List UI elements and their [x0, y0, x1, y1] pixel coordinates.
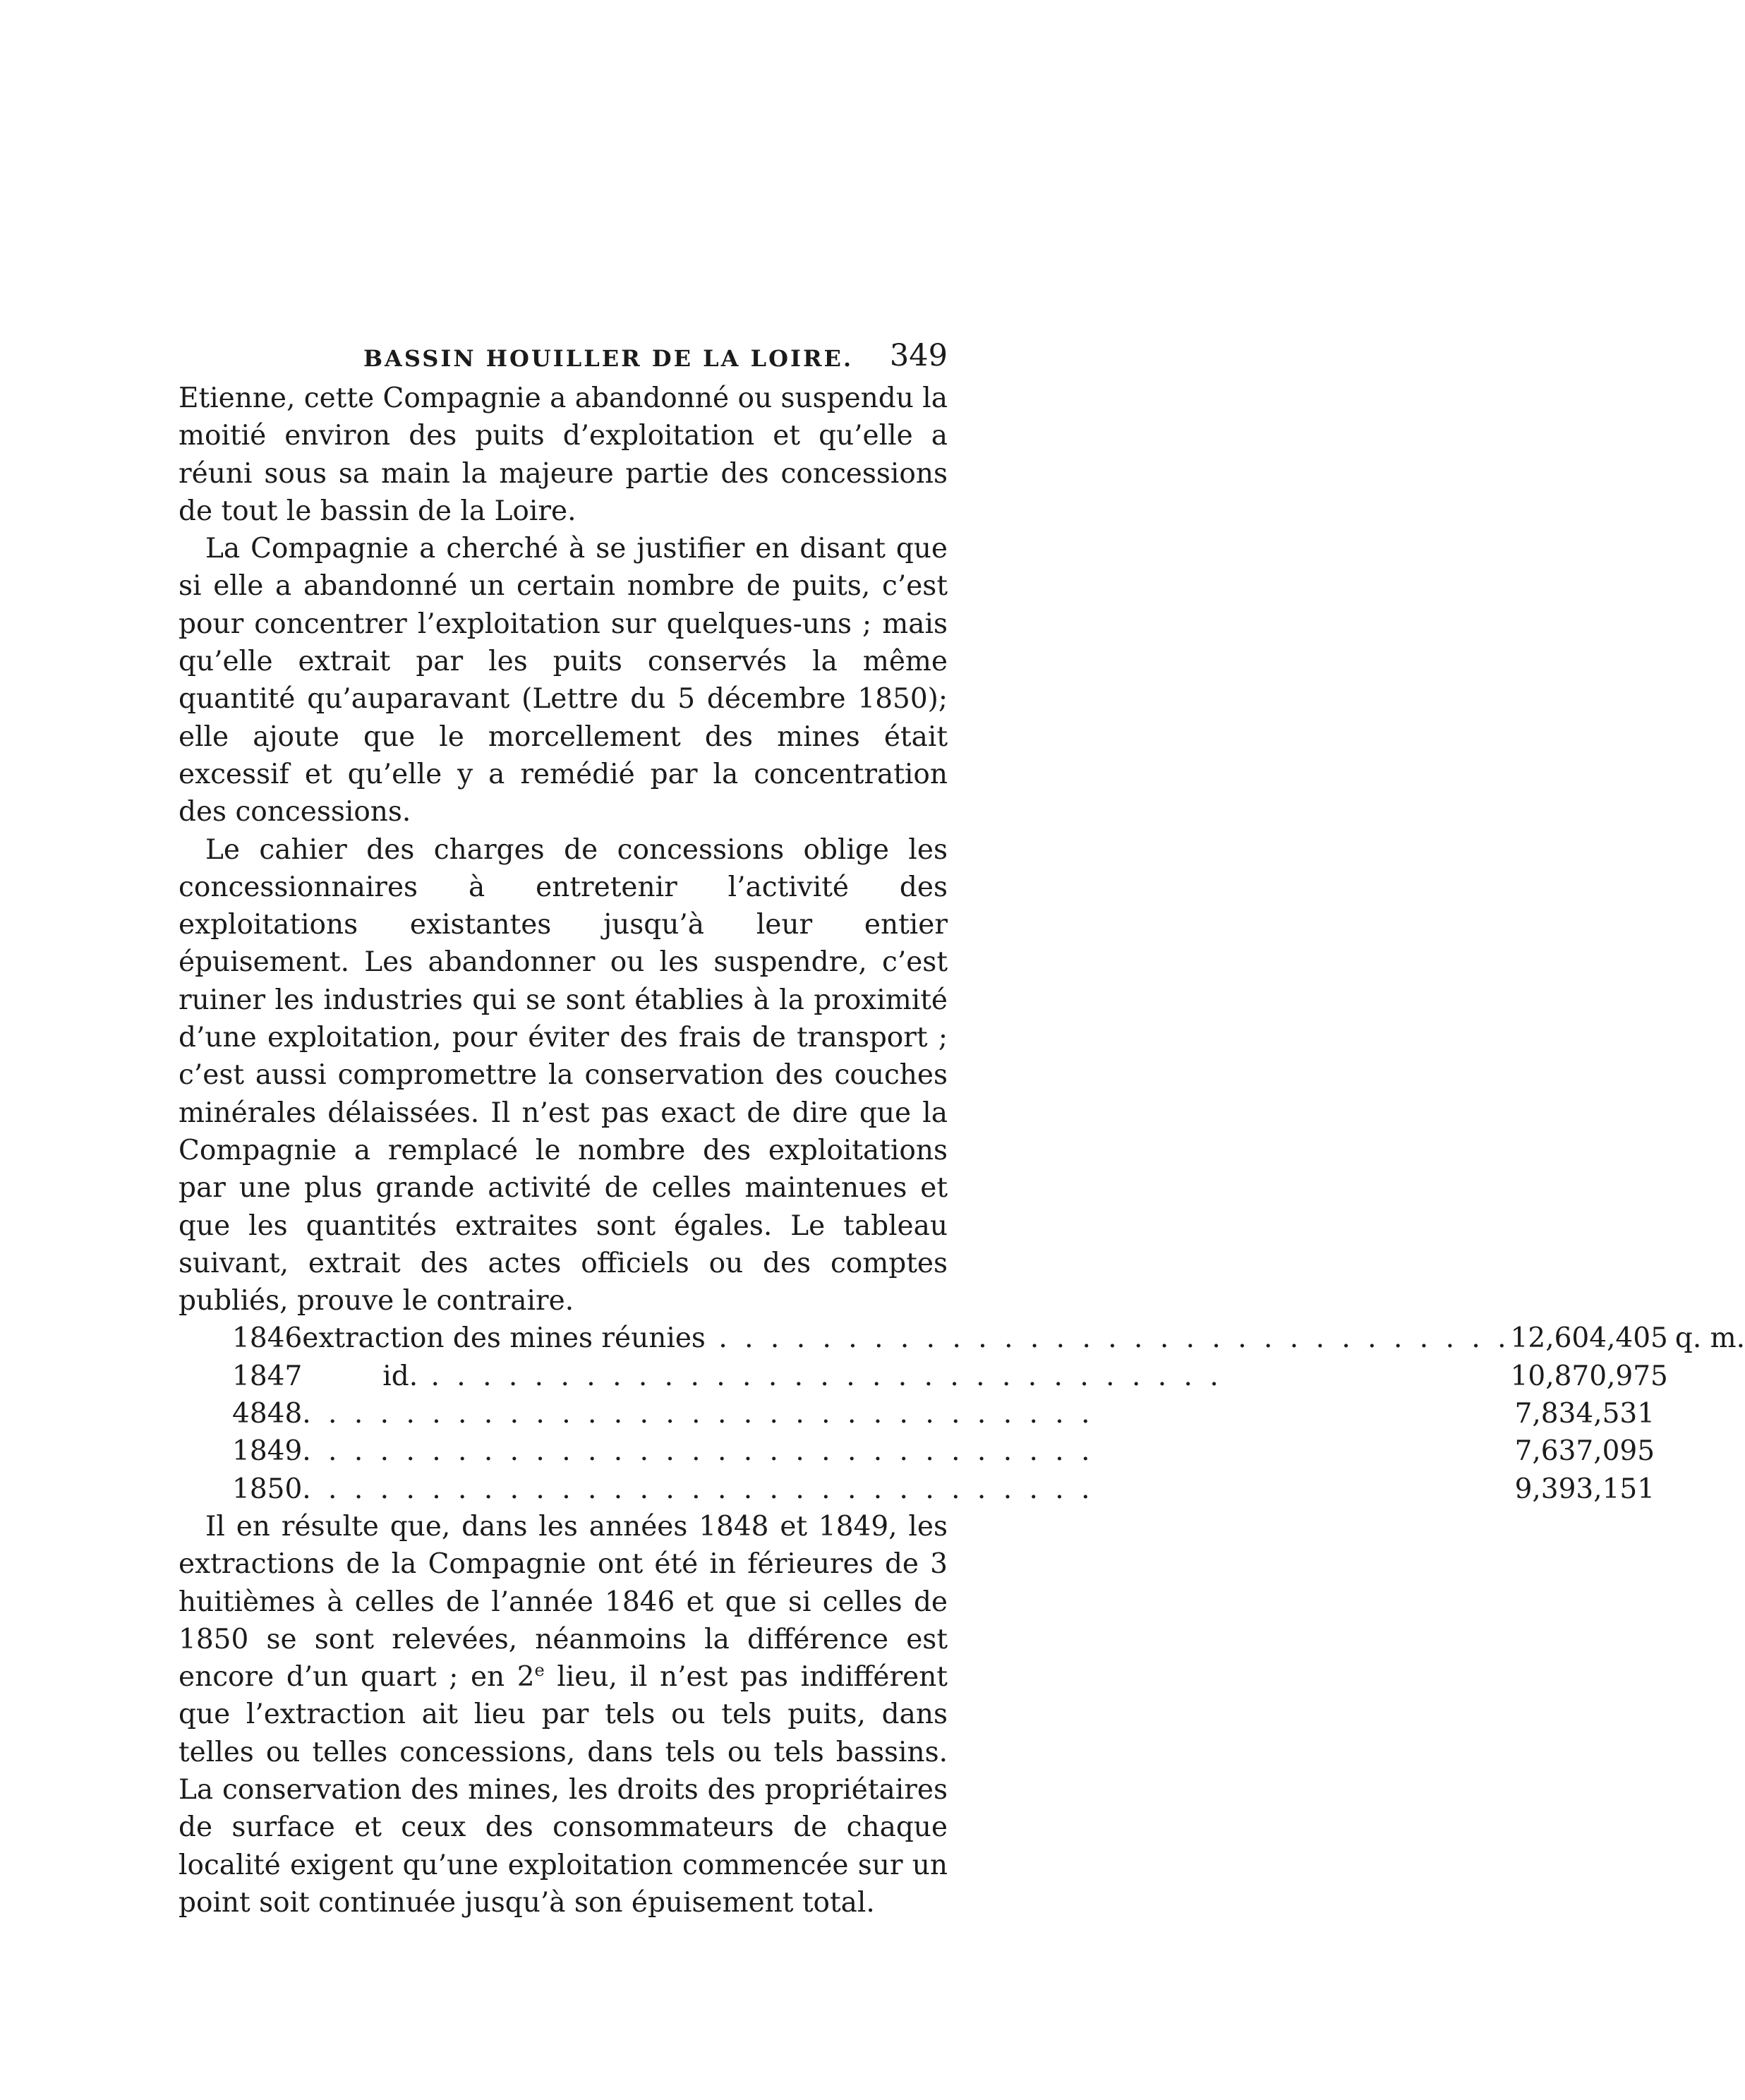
table-value: 7,834,531	[1514, 1398, 1655, 1430]
table-year: 4848	[232, 1398, 303, 1430]
table-leader	[302, 1432, 1510, 1470]
running-title: BASSIN HOUILLER DE LA LOIRE.	[363, 345, 854, 372]
table-leader	[302, 1471, 1510, 1508]
table-label-cell	[302, 1395, 1510, 1432]
table-value-cell	[1511, 1320, 1745, 1357]
table-label-cell	[302, 1358, 1510, 1395]
page-number: 349	[889, 338, 948, 373]
table-value: 9,393,151	[1514, 1473, 1655, 1505]
table-row	[179, 1358, 1745, 1395]
table-value: 7,637,095	[1514, 1435, 1655, 1468]
running-head	[179, 339, 948, 381]
table-year: 1850	[232, 1473, 303, 1505]
closing-text-part1: Il en résulte que, dans les années 1848 et 1849, les extractions de la Compagnie ont été in férieures de 3 huitièmes à celles de l’année 1846 et que si celles de 1850 se sont relevées, néanmoins la différence est encore d’un quart ; en 2	[179, 1510, 948, 1694]
body-text	[179, 380, 1745, 1921]
table-year: 1847	[232, 1360, 303, 1392]
paragraph: La Compagnie a cherché à se justifier en disant que si elle a abandonné un certain nombre de puits, c’est pour concentrer l’exploitation sur quelques-uns ; mais qu’elle extrait par les puits conservés la même quantité qu’auparavant (Lettre du 5 décembre 1850); elle ajoute que le morcellement des mines était excessif et qu’elle y a remédié par la concentration des concessions.	[179, 533, 948, 828]
table-row	[179, 1471, 1745, 1508]
table-label-cell	[302, 1471, 1510, 1508]
table-row	[179, 1320, 1745, 1357]
table-value: 12,604,405	[1510, 1322, 1668, 1355]
table-value-cell	[1511, 1432, 1745, 1470]
table-value-cell	[1511, 1395, 1745, 1432]
table-label: extraction des mines réunies . . .	[302, 1320, 1510, 1357]
table-row	[179, 1395, 1745, 1432]
paragraph-continuation: Etienne, cette Compagnie a abandonné ou suspendu la moitié environ des puits d’exploitation et qu’elle a réuni sous sa main la majeure partie des concessions de tout le bassin de la Loire.	[179, 382, 948, 527]
table-value-cell	[1511, 1471, 1745, 1508]
table-unit: q. m.	[1674, 1322, 1745, 1355]
table-value: 10,870,975	[1510, 1360, 1668, 1392]
closing-text-part2: lieu, il n’est pas indifférent que l’extraction ait lieu par tels ou tels puits, dans telles ou telles concessions, dans tels ou tels bassins. La conservation des mines, les droits des propriétaires de surface et ceux des consommateurs de chaque localité exigent qu’une exploitation commencée sur un point soit continuée jusqu’à son épuisement total.	[179, 1661, 948, 1919]
table-year: 1849	[232, 1435, 303, 1468]
table-value-cell	[1511, 1358, 1745, 1395]
extraction-table	[179, 1320, 1745, 1507]
table-label-cell	[302, 1432, 1510, 1470]
paragraph: Le cahier des charges de concessions oblige les concessionnaires à entretenir l’activité des exploitations existantes jusqu’à leur entier épuisement. Les abandonner ou les suspendre, c’est ruiner les industries qui se sont établies à la proximité d’une exploitation, pour éviter des frais de transport ; c’est aussi compromettre la conservation des couches minérales délaissées. Il n’est pas exact de dire que la Compagnie a remplacé le nombre des exploitations par une plus grande activité de celles maintenues et que les quantités extraites sont égales. Le tableau suivant, extrait des actes officiels ou des comptes publiés, prouve le contraire.	[179, 833, 948, 1317]
table-year: 1846	[232, 1322, 303, 1355]
table-label-cell	[302, 1320, 1510, 1357]
table-row	[179, 1432, 1745, 1470]
table-label: id. . . .	[302, 1358, 1510, 1395]
table-leader	[302, 1395, 1510, 1432]
paragraph-closing	[179, 1508, 948, 1921]
ordinal-superscript: e	[534, 1660, 545, 1681]
